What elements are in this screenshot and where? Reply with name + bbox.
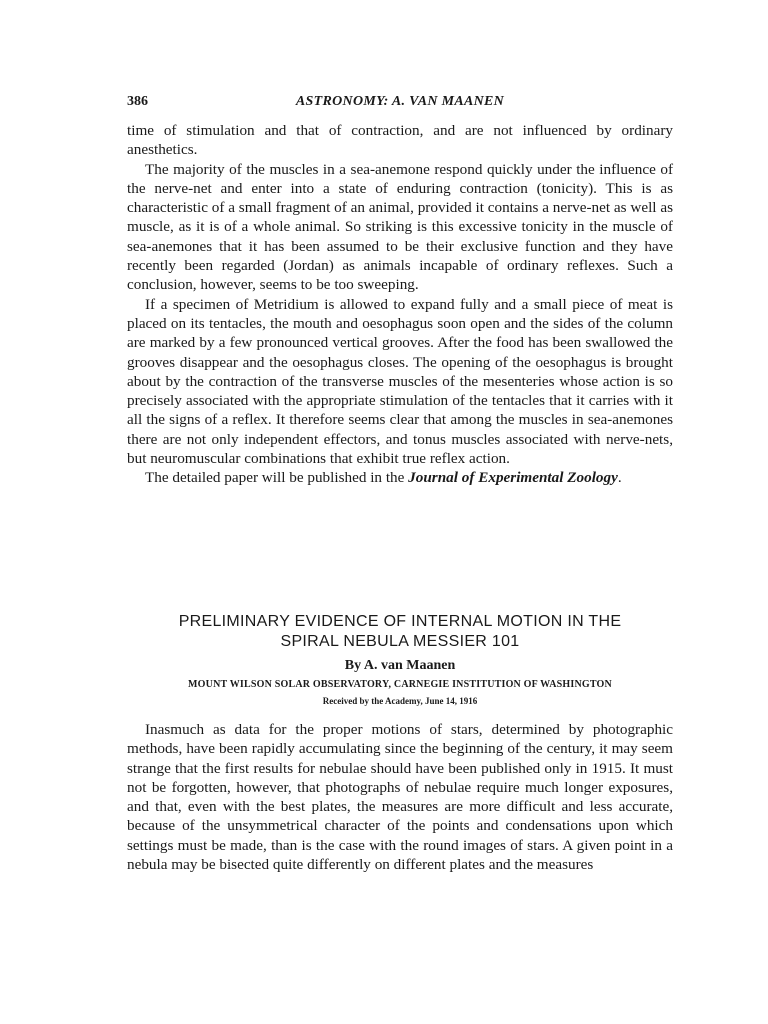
paragraph: [127, 468, 673, 487]
paragraph: Inasmuch as data for the proper motions of stars, determined by photographic methods, have been rapidly accumulating since the beginning of the century, it may seem strange that the first results for nebulae should have been published only in 1915. It must not be forgotten, however, that photographs of nebulae require much longer exposures, and that, even with the best plates, the measures are more difficult and less accurate, because of the unsymmetrical character of the points and condensations upon which settings must be made, than is the case with the round images of stars. A given point in a nebula may be bisected quite differently on different plates and the measures: [127, 721, 673, 874]
author-affiliation: MOUNT WILSON SOLAR OBSERVATORY, CARNEGIE INSTITUTION OF WASHINGTON: [188, 679, 612, 690]
running-header: [127, 94, 673, 114]
previous-article-text: [127, 121, 673, 488]
paragraph-text: The detailed paper will be published in the: [145, 469, 405, 487]
article-body: [127, 720, 673, 874]
journal-name: Journal of Experimental Zoology: [408, 469, 618, 487]
page-number: 386: [127, 94, 148, 109]
running-title: ASTRONOMY: A. VAN MAANEN: [295, 94, 505, 109]
article-title: [110, 612, 690, 652]
paragraph-end: .: [617, 469, 622, 487]
article-title-line: PRELIMINARY EVIDENCE OF INTERNAL MOTION IN THE: [178, 613, 622, 630]
paragraph: The majority of the muscles in a sea-anemone respond quickly under the influence of the nerve-net and enter into a state of enduring contraction (tonicity). This is as characteristic of a small fragment of an animal, provided it contains a nerve-net as well as muscle, as it is of a whole animal. So striking is this excessive tonicity in the muscle of sea-anemones that it has been assumed to be their exclusive function and they have recently been regarded (Jordan) as animals incapable of ordinary reflexes. Such a conclusion, however, seems to be too sweeping.: [127, 160, 673, 294]
paragraph: If a specimen of Metridium is allowed to expand fully and a small piece of meat is placed on its tentacles, the mouth and oesophagus soon open and the sides of the column are marked by a few pronounced vertical grooves. After the food has been swallowed the grooves disappear and the oesophagus closes. The opening of the oesophagus is brought about by the contraction of the transverse muscles of the mesenteries whose action is so precisely associated with the appropriate stimulation of the tentacles that it carries with it all the signs of a reflex. It therefore seems clear that among the muscles in sea-anemones there are not only independent effectors, and tonus muscles associated with nerve-nets, but neuromuscular combinations that exhibit true reflex action.: [127, 295, 673, 468]
author-byline: By A. van Maanen: [344, 658, 456, 673]
article-title-line: SPIRAL NEBULA MESSIER 101: [280, 633, 520, 650]
received-date: Received by the Academy, June 14, 1916: [322, 696, 478, 706]
paragraph: time of stimulation and that of contraction, and are not influenced by ordinary anesthetics.: [127, 122, 673, 159]
